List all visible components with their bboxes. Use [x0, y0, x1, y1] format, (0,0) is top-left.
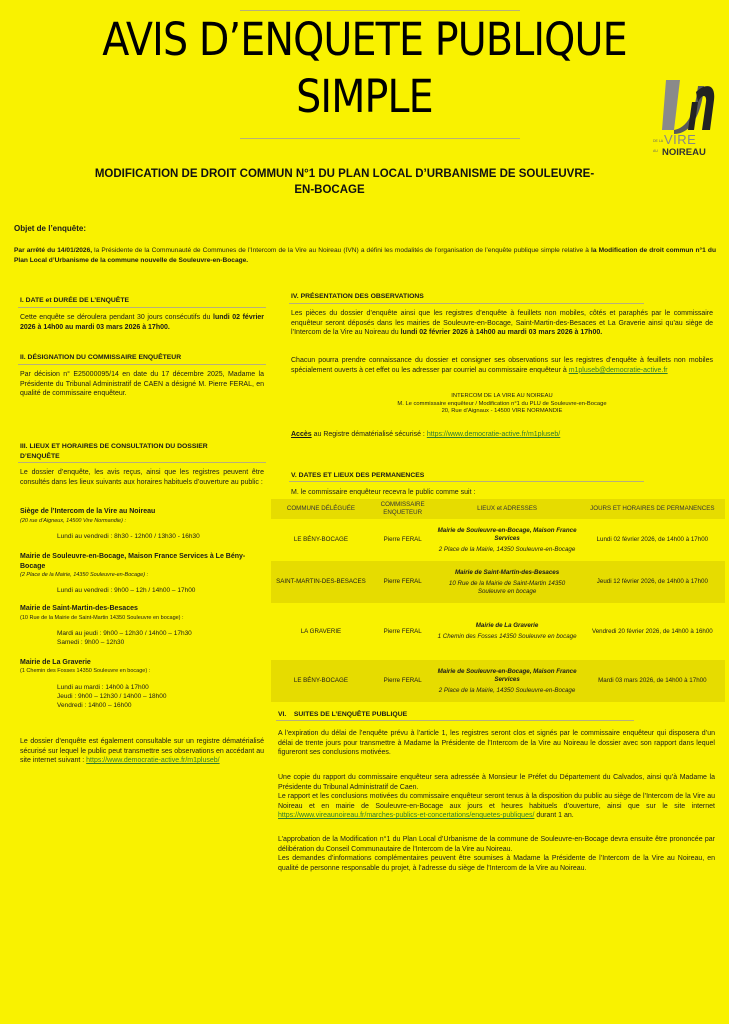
- lieu-name: Mairie de Souleuvre-en-Bocage, Maison France Services: [437, 526, 577, 542]
- cell-lieu: [434, 660, 579, 702]
- objet-tail: la Modification de droit commun n°1 du Plan Local d’Urbanisme de la commune nouvelle de Souleuvre-en-Bocage.: [14, 247, 716, 264]
- section4-rule: [289, 303, 644, 304]
- place-hours: Vendredi : 14h00 – 16h00: [57, 702, 132, 709]
- section6-para3-tail: durant 1 an.: [534, 812, 574, 819]
- section3-rule: [18, 462, 266, 463]
- cell-commissaire: Pierre FERAL: [371, 660, 435, 702]
- cell-horaire: Lundi 02 février 2026, de 14h00 à 17h00: [596, 536, 709, 543]
- cell-lieu: [434, 519, 579, 561]
- cell-commune: LA GRAVERIE: [300, 627, 342, 635]
- section4-para2-text: Chacun pourra prendre connaissance du dossier et consigner ses observations sur les registres d’enquête à feuillets non mobiles spécialement ouverts à cet effet ou les adresser par courriel au commissaire enquêteur à: [291, 357, 713, 374]
- cell-commune: LE BÉNY-BOCAGE: [293, 536, 348, 543]
- lieu-address: 1 Chemin des Fosses 14350 Souleuvre en bocage: [437, 633, 577, 640]
- cell-commune: LE BÉNY-BOCAGE: [271, 660, 371, 702]
- objet-lead: Par arrêté du 14/01/2026,: [14, 247, 93, 254]
- address-line: M. Le commissaire enquêteur / Modification n°1 du PLU de Souleuvre-en-Bocage: [397, 400, 607, 407]
- logo-icon: [652, 72, 722, 162]
- section4-para1: [291, 309, 713, 338]
- section2-rule: [18, 364, 266, 365]
- place-hours: Lundi au vendredi : 8h30 - 12h00 / 13h30 - 16h30: [57, 533, 200, 540]
- section2-heading: II. DÉSIGNATION DU COMMISSAIRE ENQUÊTEUR: [20, 354, 182, 361]
- lieu-name: Mairie de La Graverie: [475, 622, 539, 629]
- section6-para1: A l’expiration du délai de l’enquête prévu à l’article 1, les registres seront clos et signés par le commissaire enquêteur qui disposera d’un délai de trente jours pour transmettre à Madame la Présidente de l’Intercom de la Vire au Noireau le dossier avec son rapport dans lequel figureront ses conclusions motivées.: [278, 730, 715, 756]
- section5-rule: [289, 481, 644, 482]
- email-link[interactable]: m1pluseb@democratie-active.fr: [568, 366, 668, 374]
- table-row: [271, 603, 725, 660]
- access-registry-link[interactable]: https://www.democratie-active.fr/m1pluseb/: [426, 431, 561, 438]
- page-title-line2: SIMPLE: [296, 70, 433, 123]
- place-hours: Jeudi : 9h00 – 12h30 / 14h00 – 18h00: [57, 693, 167, 700]
- access-text: au Registre dématérialisé sécurisé :: [311, 431, 427, 438]
- lieu-address: 10 Rue de la Mairie de Saint-Martin 14350 Souleuvre en bocage: [448, 579, 566, 595]
- column-header: COMMISSAIRE ENQUETEUR: [371, 499, 435, 519]
- logo-au-text: AU: [653, 149, 658, 153]
- section1-heading: I. DATE et DURÉE DE L’ENQUÊTE: [20, 297, 130, 304]
- column-header: JOURS ET HORAIRES DE PERMANENCES: [580, 499, 725, 519]
- section5-intro: M. le commissaire enquêteur recevra le public comme suit :: [291, 489, 476, 496]
- cell-commune: SAINT-MARTIN-DES-BESACES: [271, 561, 371, 603]
- section4-para1-dates: lundi 02 février 2026 à 14h00 au mardi 03 mars 2026 à 17h00.: [400, 329, 603, 336]
- top-rule: [240, 10, 520, 11]
- online-text: Le dossier d’enquête est également consultable sur un registre dématérialisé sécurisé sur lequel le public peut transmettre ses observations en accédant au site internet suivant :: [20, 738, 264, 764]
- subtitle-line2: EN-BOCAGE: [294, 184, 365, 196]
- address-line: INTERCOM DE LA VIRE AU NOIREAU: [451, 393, 553, 399]
- section4-para1-text: Les pièces du dossier d’enquête ainsi que les registres d’enquête à feuillets non mobiles, côtés et paraphés par le commissaire enquêteur seront déposés dans les mairies de Souleuvre-en-Bocage, Saint-Martin-des-Besaces et La Graverie ainsi qu’au siège de l’Intercom de la Vire au Noireau du: [291, 310, 713, 336]
- page-title-line1: AVIS D’ENQUETE PUBLIQUE: [102, 13, 627, 66]
- section4-para2: [291, 356, 713, 375]
- place-name: Mairie de Saint-Martin-des-Besaces: [20, 605, 138, 612]
- section6-rule: [276, 720, 634, 721]
- vireaunoireau-link[interactable]: https://www.vireaunoireau.fr/marches-publics-et-concertations/enquetes-publiques/: [278, 812, 535, 819]
- section6-para3-text: Le rapport et les conclusions motivées du commissaire enquêteur seront tenus à la disposition du public au siège de l’Intercom de la Vire au Noireau et en mairie de Souleuvre-en-Bocage aux jours et heures habituels d’ouverture, ainsi que sur le site internet: [278, 793, 715, 810]
- title-bottom-rule: [240, 138, 520, 139]
- cell-horaire: Mardi 03 mars 2026, de 14h00 à 17h00: [580, 660, 725, 702]
- permanences-table: [271, 499, 725, 702]
- logo-vire-text: VIRE: [664, 132, 697, 147]
- section3-heading-line2: D’ENQUÊTE: [20, 453, 60, 460]
- section3-intro: Le dossier d’enquête, les avis reçus, ainsi que les registres peuvent être consultés dans les lieux suivants aux horaires habituels d’ouverture au public :: [20, 469, 264, 486]
- place-name: Mairie de La Graverie: [20, 659, 91, 666]
- section1-dates: lundi 02 février 2026 à 14h00 au mardi 03 mars 2026 à 17h00.: [20, 314, 265, 331]
- logo-dela-text: DE LA: [653, 139, 664, 143]
- vire-au-noireau-logo: [652, 72, 722, 162]
- section4-heading: IV. PRÉSENTATION DES OBSERVATIONS: [291, 293, 424, 300]
- objet-text: la Présidente de la Communauté de Communes de l’Intercom de la Vire au Noireau (IVN) a défini les modalités de l’organisation de l’enquête publique simple relative à: [92, 247, 591, 254]
- access-label: Accès: [291, 431, 312, 438]
- place-address: (20 rue d’Aigneux, 14500 Vire Normandie) :: [20, 518, 126, 524]
- section6-para2: Une copie du rapport du commissaire enquêteur sera adressée à Monsieur le Préfet du Département du Calvados, ainsi qu’à Madame la Présidente du Tribunal Administratif de Caen.: [278, 774, 715, 791]
- table-row: [271, 561, 725, 603]
- section5-heading: V. DATES ET LIEUX DES PERMANENCES: [291, 472, 425, 479]
- place-hours: Mardi au jeudi : 9h00 – 12h30 / 14h00 – 17h30: [57, 630, 192, 637]
- section6-heading: VI. SUITES DE L’ENQUÊTE PUBLIQUE: [278, 711, 408, 718]
- table-row: [271, 519, 725, 561]
- registry-link[interactable]: https://www.democratie-active.fr/m1pluseb/: [86, 757, 220, 764]
- access-line: [291, 430, 713, 440]
- section1-text: [20, 313, 264, 332]
- cell-horaire: Vendredi 20 février 2026, de 14h00 à 16h00: [591, 627, 713, 635]
- place-hours: Samedi : 9h00 – 12h30: [57, 639, 125, 646]
- section3-online: [20, 737, 264, 766]
- objet-paragraph: [14, 246, 716, 265]
- column-header: COMMUNE DÉLÉGUÉE: [271, 499, 371, 519]
- table-row: [271, 660, 725, 702]
- logo-noireau-text: NOIREAU: [662, 147, 706, 158]
- place-name: Siège de l’Intercom de la Vire au Noireau: [20, 508, 156, 515]
- table-header-row: [271, 499, 725, 519]
- section6-para5: Les demandes d’informations complémentaires peuvent être soumises à Madame la Présidente de l’Intercom de la Vire au Noireau, en qualité de personne responsable du projet, à l’adresse du siège de l’Intercom de la Vire au Noireau.: [278, 855, 715, 872]
- cell-commissaire: Pierre FERAL: [383, 627, 422, 635]
- place-name: Mairie de Souleuvre-en-Bocage, Maison France Services à Le Bény-Bocage: [20, 553, 246, 570]
- column-header: LIEUX et ADRESSES: [434, 499, 579, 519]
- place-hours: Lundi au vendredi : 9h00 – 12h / 14h00 – 17h00: [57, 587, 196, 594]
- cell-horaire: Jeudi 12 février 2026, de 14h00 à 17h00: [580, 561, 725, 603]
- cell-commissaire: Pierre FERAL: [383, 536, 422, 543]
- subtitle-line1: MODIFICATION DE DROIT COMMUN N°1 DU PLAN LOCAL D’URBANISME DE SOULEUVRE-: [94, 168, 595, 180]
- place-address: (1 Chemin des Fosses 14350 Souleuvre en bocage) :: [20, 668, 151, 674]
- cell-commissaire: Pierre FERAL: [371, 561, 435, 603]
- section6-para3: [278, 792, 715, 821]
- lieu-address: 2 Place de la Mairie, 14350 Souleuvre-en-Bocage: [438, 686, 576, 694]
- section3-heading-line1: III. LIEUX ET HORAIRES DE CONSULTATION DU DOSSIER: [20, 443, 208, 450]
- place-hours: Lundi au mardi : 14h00 à 17h00: [57, 684, 149, 691]
- postal-address: [275, 393, 729, 416]
- objet-heading: Objet de l’enquête:: [14, 224, 87, 233]
- address-line: 20, Rue d’Aignaux - 14500 VIRE NORMANDIE: [441, 408, 563, 414]
- section2-text: Par décision n° E25000095/14 en date du 17 décembre 2025, Madame la Présidente du Tribunal Administratif de CAEN a désigné M. Pierre FERAL, en qualité de commissaire enquêteur.: [20, 371, 264, 397]
- cell-lieu: [434, 561, 579, 603]
- place-address: (10 Rue de la Mairie de Saint-Martin 14350 Souleuvre en bocage) :: [20, 615, 184, 621]
- place-address: (2 Place de la Mairie, 14350 Souleuvre-en-Bocage) :: [20, 572, 149, 578]
- section1-body: Cette enquête se déroulera pendant 30 jours consécutifs du: [20, 314, 213, 321]
- section1-rule: [18, 307, 266, 308]
- lieu-address: 2 Place de la Mairie, 14350 Souleuvre-en-Bocage: [438, 545, 576, 553]
- lieu-name: Mairie de Saint-Martin-des-Besaces: [454, 568, 560, 576]
- section6-para4: L’approbation de la Modification n°1 du Plan Local d’Urbanisme de la commune de Souleuvre-en-Bocage devra ensuite être prononcée par délibération du Conseil Communautaire de l’Intercom de la Vire au Noireau.: [278, 836, 715, 853]
- lieu-name: Mairie de Souleuvre-en-Bocage, Maison France Services: [437, 667, 577, 683]
- cell-lieu: [434, 603, 579, 660]
